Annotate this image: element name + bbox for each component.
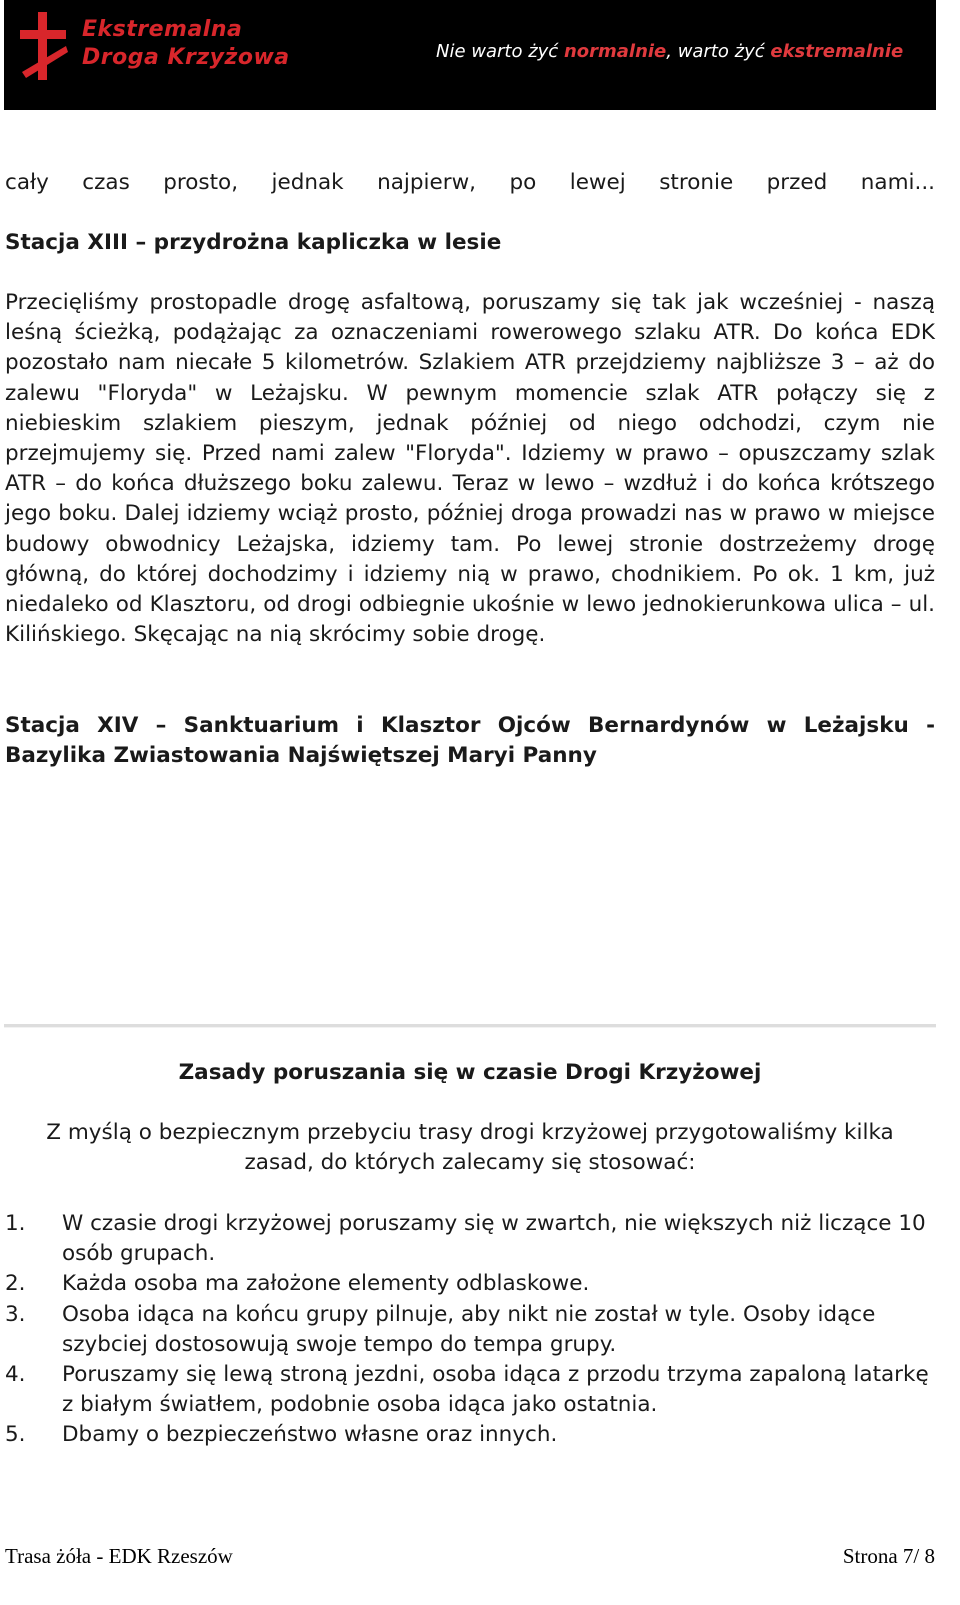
rule-text: Osoba idąca na końcu grupy pilnuje, aby nikt nie został w tyle. Osoby idące szybciej dostosowują swoje tempo do tempa grupy.	[62, 1301, 876, 1357]
rule-item	[5, 1269, 935, 1299]
brand-line-2: Droga Krzyżowa	[82, 45, 290, 70]
header-banner	[4, 0, 936, 110]
motto-middle: , warto żyć	[666, 41, 771, 62]
rule-text: Dbamy o bezpieczeństwo własne oraz innych.	[62, 1422, 558, 1448]
rule-item	[5, 1300, 935, 1360]
motto-prefix: Nie warto żyć	[436, 41, 564, 62]
rules-title: Zasady poruszania się w czasie Drogi Krzyżowej	[178, 1060, 762, 1085]
rule-text: Każda osoba ma założone elementy odblaskowe.	[62, 1271, 590, 1297]
rule-text: Poruszamy się lewą stroną jezdni, osoba idąca z przodu trzyma zapaloną latarkę z białym światłem, podobnie osoba idąca jako ostatnia.	[62, 1362, 929, 1418]
station-13-heading: Stacja XIII – przydrożna kapliczka w lesie	[5, 230, 502, 255]
lead-line: cały czas prosto, jednak najpierw, po lewej stronie przed nami...	[5, 170, 935, 195]
rule-item	[5, 1209, 935, 1269]
motto-word-normal: normalnie	[563, 41, 667, 62]
rules-intro: Z myślą o bezpiecznym przebyciu trasy drogi krzyżowej przygotowaliśmy kilka zasad, do których zalecamy się stosować:	[46, 1120, 894, 1176]
rule-text: W czasie drogi krzyżowej poruszamy się w zwartch, nie większych niż liczące 10 osób grupach.	[62, 1211, 926, 1267]
brand-logotype	[82, 16, 290, 72]
rule-number: 1.	[5, 1211, 26, 1236]
station-13-text: Przecięliśmy prostopadle drogę asfaltową, poruszamy się tak jak wcześniej - naszą leśną ścieżką, podążając za oznaczeniami rowerowego szlaku ATR. Do końca EDK pozostało nam niecałe 5 kilometrów. Szlakiem ATR przejdziemy najbliższe 3 – aż do zalewu "Floryda" w Leżajsku. W pewnym momencie szlak ATR połączy się z niebieskim szlakiem pieszym, jednak później od niego odchodzi, czym nie przejmujemy się. Przed nami zalew "Floryda". Idziemy w prawo – opuszczamy szlak ATR – do końca dłuższego boku zalewu. Teraz w lewo – wzdłuż i do końca krótszego jego boku. Dalej idziemy wciąż prosto, później droga prowadzi nas w prawo w miejsce budowy obwodnicy Leżajska, idziemy tam. Po lewej stronie dostrzeżemy drogę główną, do której dochodzimy i idziemy nią w prawo, chodnikiem. Po ok. 1 km, już niedaleko od Klasztoru, od drogi odbiegnie ukośnie w lewo jednokierunkowa ulica – ul. Kilińskiego. Skęcając na nią skrócimy sobie drogę.	[5, 290, 935, 648]
footer-route: Trasa żóła - EDK Rzeszów	[5, 1544, 233, 1568]
station-14-heading: Stacja XIV – Sanktuarium i Klasztor Ojców Bernardynów w Leżajsku - Bazylika Zwiastowania Najświętszej Maryi Panny	[5, 713, 935, 769]
rule-number: 2.	[5, 1271, 26, 1297]
motto-word-extreme: ekstremalnie	[770, 41, 904, 62]
divider	[4, 1024, 936, 1028]
rule-item	[5, 1360, 935, 1420]
cross-icon	[14, 6, 74, 86]
brand-line-1: Ekstremalna	[82, 17, 243, 42]
footer-page-number: Strona 7/ 8	[842, 1544, 935, 1568]
rule-number: 4.	[5, 1362, 26, 1388]
motto	[436, 41, 903, 62]
rules-list	[5, 1209, 935, 1451]
rule-item	[5, 1420, 935, 1450]
rule-number: 5.	[5, 1422, 26, 1448]
rule-number: 3.	[5, 1301, 26, 1327]
